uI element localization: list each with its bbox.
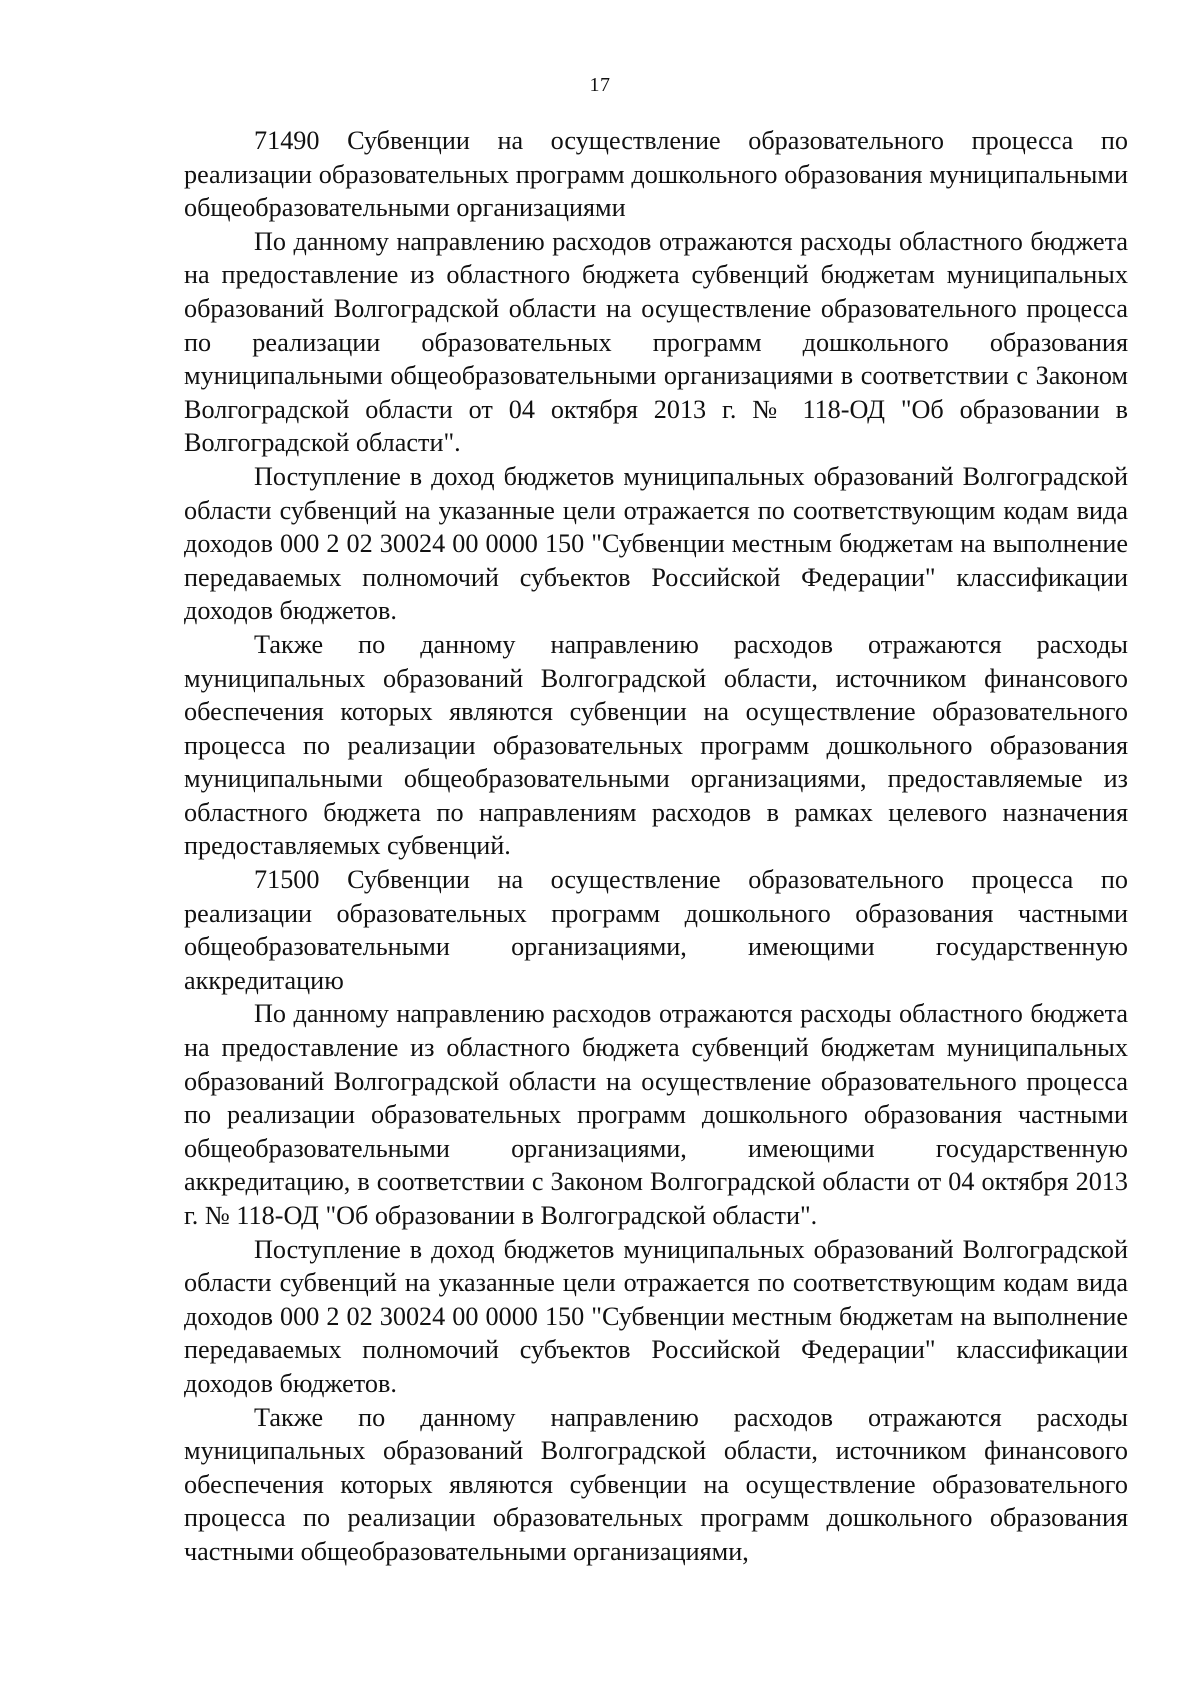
paragraph-71490-municipal: Также по данному направлению расходов отражаются расходы муниципальных образований Волгоградской области, источником финансового обеспечения которых являются субвенции на осуществление образовательного процесса по реализации образовательных программ дошкольного образования муниципальными общеобразовательными организациями, предоставляемые из областного бюджета по направлениям расходов в рамках целевого назначения предоставляемых субвенций. [184,629,1128,861]
paragraph-71500-revenue: Поступление в доход бюджетов муниципальных образований Волгоградской области субвенций на указанные цели отражается по соответствующим кодам вида доходов 000 2 02 30024 00 0000 150 "Субвенции местным бюджетам на выполнение передаваемых полномочий субъектов Российской Федерации" классификации доходов бюджетов. [184,1234,1128,1398]
paragraph-71500-municipal: Также по данному направлению расходов отражаются расходы муниципальных образований Волгоградской области, источником финансового обеспечения которых являются субвенции на осуществление образовательного процесса по реализации образовательных программ дошкольного образования частными общеобразовательными организациями, [184,1402,1128,1566]
paragraph-71490-heading: 71490 Субвенции на осуществление образовательного процесса по реализации образовательных программ дошкольного образования муниципальными общеобразовательными организациями [184,126,1128,223]
document-body [184,124,1128,1569]
page-number: 17 [589,74,611,96]
paragraph-71500-expenses: По данному направлению расходов отражаются расходы областного бюджета на предоставление из областного бюджета субвенций бюджетам муниципальных образований Волгоградской области на осуществление образовательного процесса по реализации образовательных программ дошкольного образования частными общеобразовательными организациями, имеющими государственную аккредитацию, в соответствии с Законом Волгоградской области от 04 октября 2013 г. № 118-ОД "Об образовании в Волгоградской области". [184,999,1128,1230]
paragraph-71500-heading: 71500 Субвенции на осуществление образовательного процесса по реализации образовательных программ дошкольного образования частными общеобразовательными организациями, имеющими государственную аккредитацию [184,865,1128,995]
paragraph-71490-revenue: Поступление в доход бюджетов муниципальных образований Волгоградской области субвенций на указанные цели отражается по соответствующим кодам вида доходов 000 2 02 30024 00 0000 150 "Субвенции местным бюджетам на выполнение передаваемых полномочий субъектов Российской Федерации" классификации доходов бюджетов. [184,461,1128,626]
paragraph-71490-expenses: По данному направлению расходов отражаются расходы областного бюджета на предоставление из областного бюджета субвенций бюджетам муниципальных образований Волгоградской области на осуществление образовательного процесса по реализации образовательных программ дошкольного образования муниципальными общеобразовательными организациями в соответствии с Законом Волгоградской области от 04 октября 2013 г. № 118-ОД "Об образовании в Волгоградской области". [184,226,1128,458]
